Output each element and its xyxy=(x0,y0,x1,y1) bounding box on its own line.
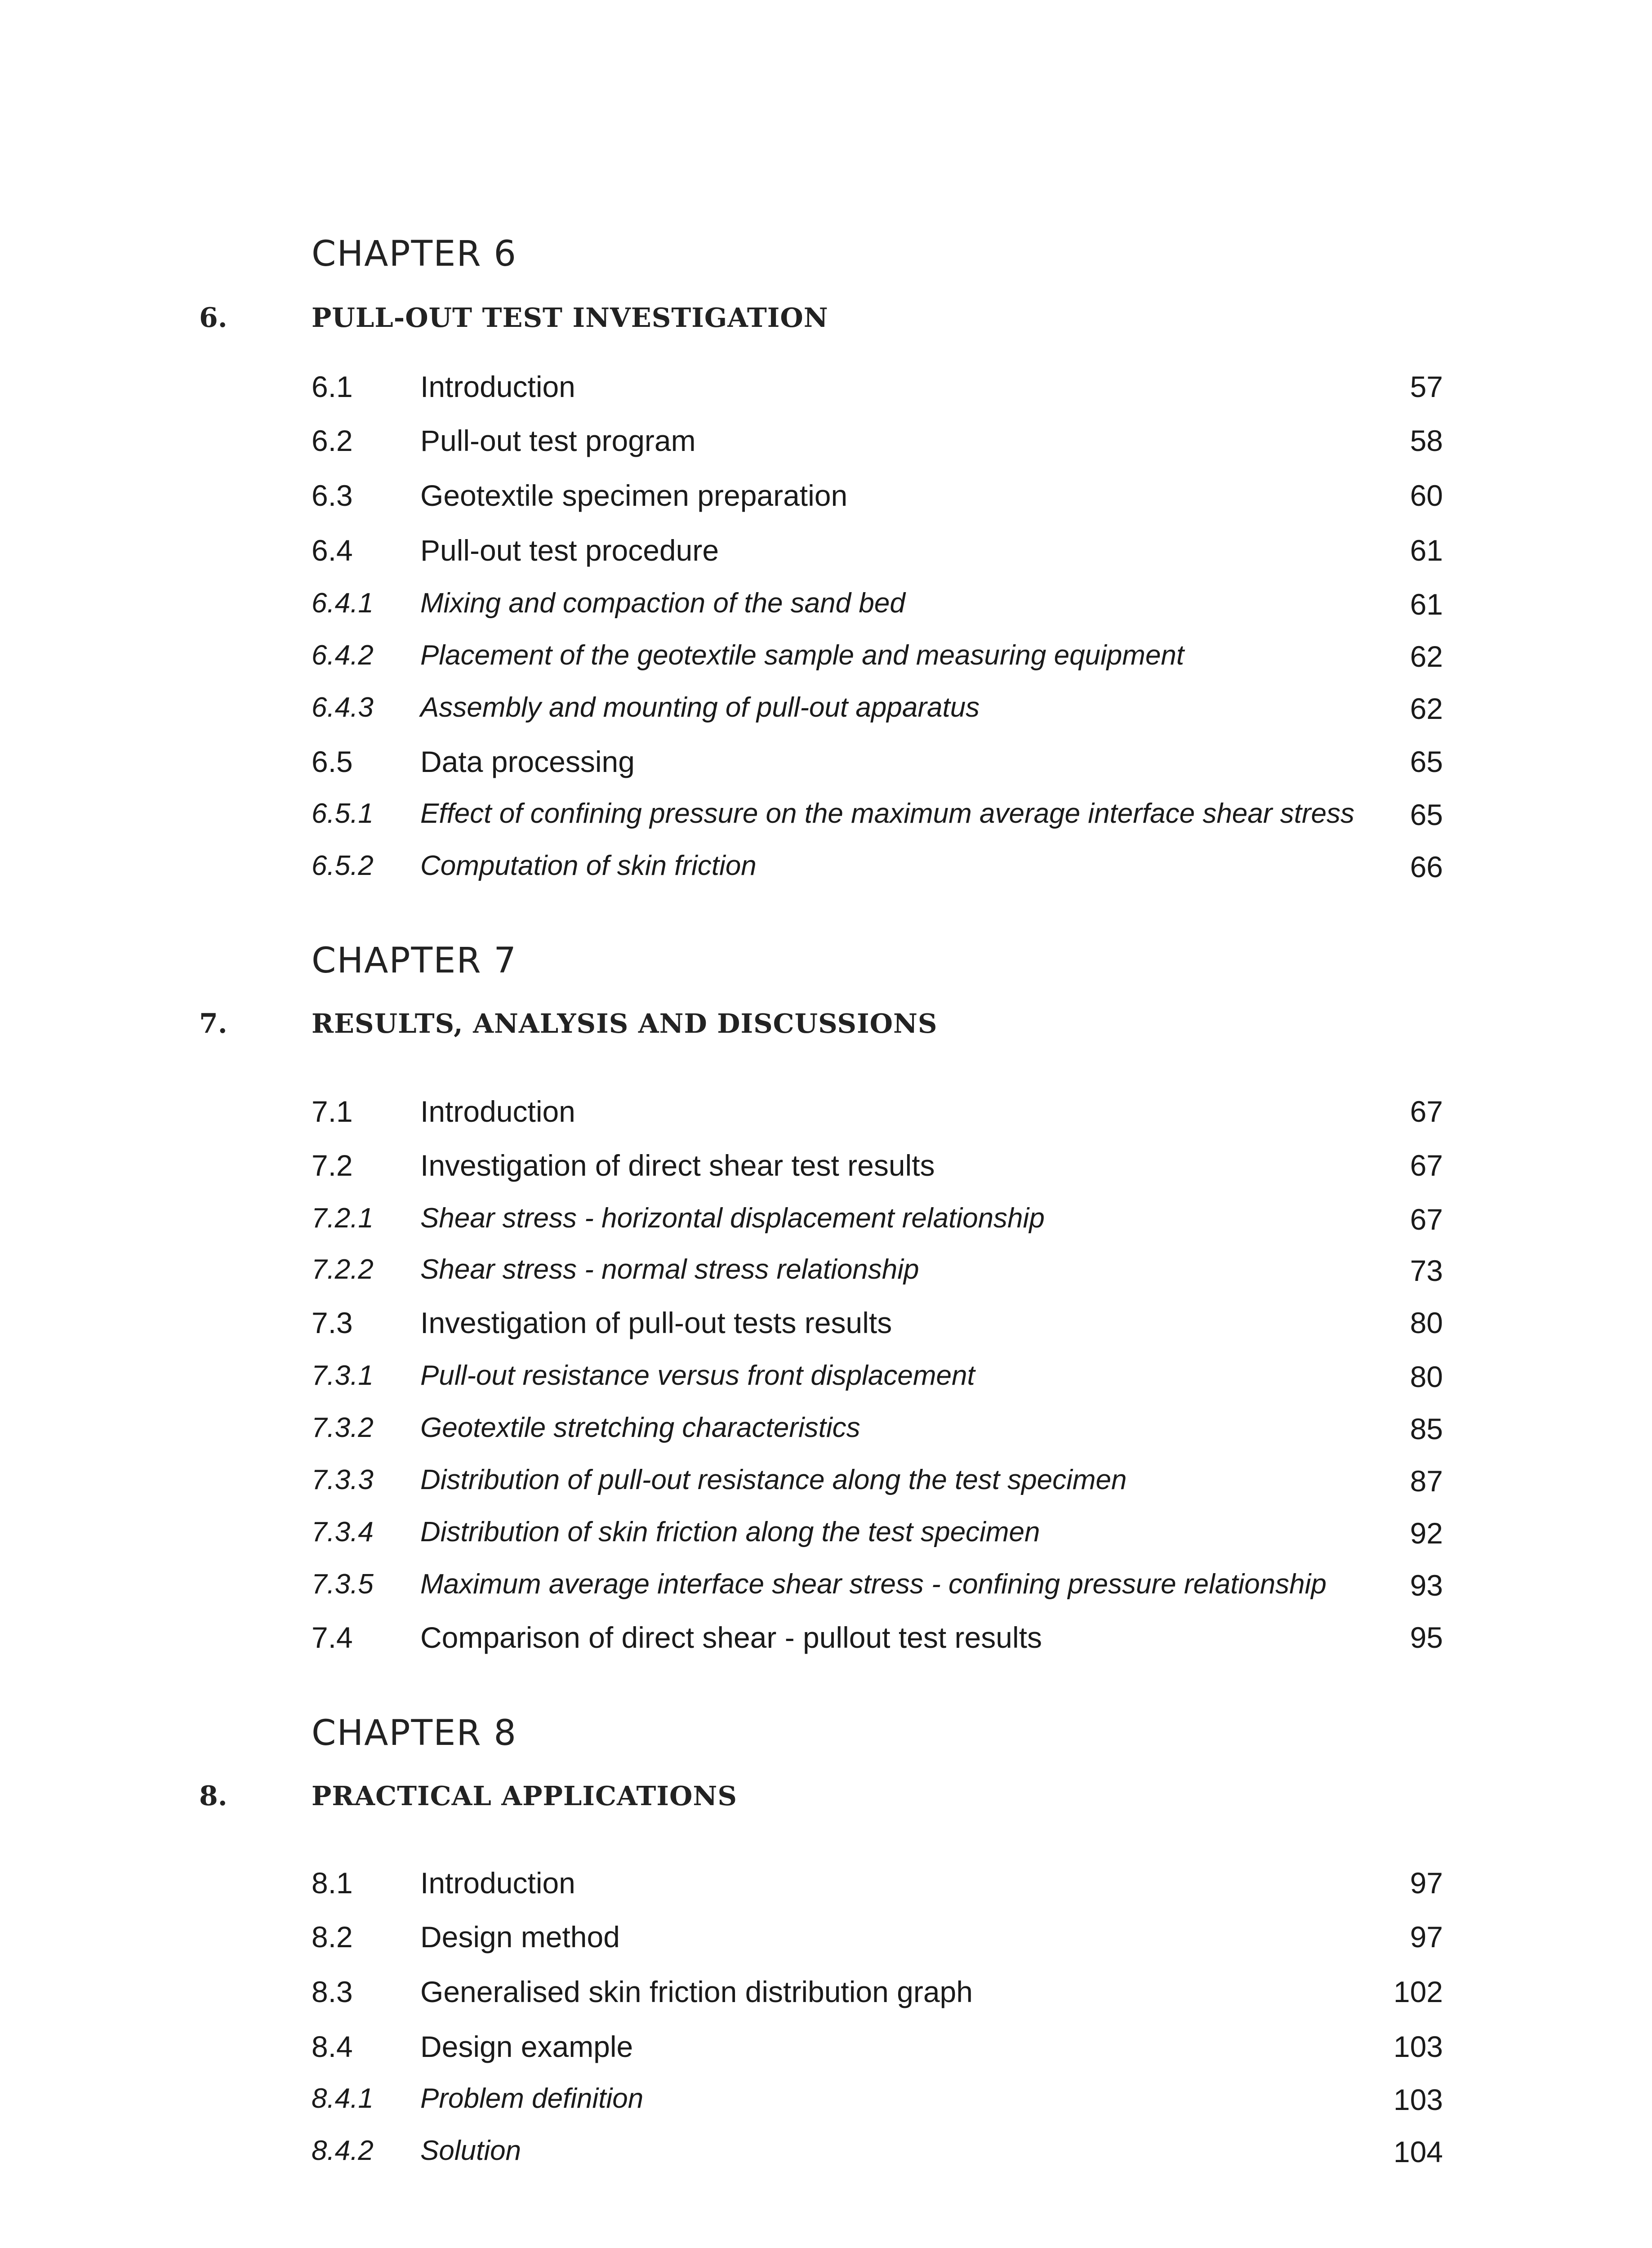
toc-entry-7-1 xyxy=(0,1094,1652,1139)
toc-entry-6-4 xyxy=(0,533,1652,578)
section-number: 8.1 xyxy=(312,1866,353,1900)
section-number: 6.1 xyxy=(312,370,353,403)
section-number: 8.4 xyxy=(312,2030,353,2063)
toc-entry-7-4 xyxy=(0,1620,1652,1665)
toc-entry-7-3 xyxy=(0,1306,1652,1351)
section-number: 7.2.1 xyxy=(312,1203,374,1234)
section-number: 8.4.1 xyxy=(312,2083,374,2114)
page-number: 67 xyxy=(1410,1203,1443,1236)
section-title: Data processing xyxy=(420,745,635,778)
page-number: 61 xyxy=(1410,534,1443,567)
page-number: 67 xyxy=(1410,1095,1443,1128)
chapter-7-number: 7. xyxy=(199,1008,227,1039)
section-title: Design example xyxy=(420,2030,633,2063)
page-number: 97 xyxy=(1410,1866,1443,1900)
toc-entry-8-4 xyxy=(0,2029,1652,2074)
section-number: 6.5.2 xyxy=(312,850,374,881)
chapter-6-number: 6. xyxy=(199,302,227,334)
page-number: 104 xyxy=(1393,2135,1443,2168)
chapter-6-label: CHAPTER 6 xyxy=(312,234,517,274)
page-number: 87 xyxy=(1410,1464,1443,1498)
page-number: 65 xyxy=(1410,745,1443,778)
toc-entry-8-2 xyxy=(0,1920,1652,1965)
section-number: 7.3.5 xyxy=(312,1569,374,1600)
toc-entry-6-1 xyxy=(0,370,1652,415)
page-number: 62 xyxy=(1410,692,1443,725)
chapter-8-label: CHAPTER 8 xyxy=(312,1713,517,1753)
toc-entry-7-2 xyxy=(0,1148,1652,1193)
section-number: 7.3.2 xyxy=(312,1412,374,1443)
toc-entry-7-3-3 xyxy=(0,1464,1652,1509)
toc-entry-6-3 xyxy=(0,478,1652,523)
toc-entry-6-4-2 xyxy=(0,639,1652,684)
page-number: 80 xyxy=(1410,1360,1443,1393)
section-title: Distribution of pull-out resistance along the test specimen xyxy=(420,1464,1127,1495)
section-title: Generalised skin friction distribution graph xyxy=(420,1975,973,2008)
toc-entry-8-4-2 xyxy=(0,2135,1652,2180)
section-title: Investigation of pull-out tests results xyxy=(420,1306,892,1339)
section-number: 7.2 xyxy=(312,1149,353,1182)
section-number: 8.3 xyxy=(312,1975,353,2008)
section-title: Computation of skin friction xyxy=(420,850,757,881)
section-title: Geotextile specimen preparation xyxy=(420,479,848,512)
section-title: Solution xyxy=(420,2135,521,2166)
page-number: 103 xyxy=(1393,2030,1443,2063)
section-number: 8.4.2 xyxy=(312,2135,374,2166)
section-title: Mixing and compaction of the sand bed xyxy=(420,588,905,619)
page-number: 58 xyxy=(1410,424,1443,457)
section-title: Geotextile stretching characteristics xyxy=(420,1412,860,1443)
toc-entry-6-5-2 xyxy=(0,850,1652,895)
page-number: 67 xyxy=(1410,1149,1443,1182)
chapter-6-title: PULL-OUT TEST INVESTIGATION xyxy=(312,302,828,333)
page-number: 97 xyxy=(1410,1920,1443,1954)
section-number: 6.3 xyxy=(312,479,353,512)
page-number: 102 xyxy=(1393,1975,1443,2008)
section-title: Pull-out resistance versus front displacement xyxy=(420,1360,975,1391)
page-number: 103 xyxy=(1393,2083,1443,2116)
section-title: Comparison of direct shear - pullout test results xyxy=(420,1621,1042,1654)
section-number: 7.2.2 xyxy=(312,1254,374,1285)
section-number: 6.4 xyxy=(312,534,353,567)
section-title: Shear stress - horizontal displacement relationship xyxy=(420,1203,1045,1234)
section-number: 6.2 xyxy=(312,424,353,457)
page-number: 57 xyxy=(1410,370,1443,403)
page-number: 80 xyxy=(1410,1306,1443,1339)
section-title: Pull-out test procedure xyxy=(420,534,719,567)
toc-entry-8-3 xyxy=(0,1975,1652,2020)
toc-entry-8-4-1 xyxy=(0,2083,1652,2128)
toc-entry-6-5-1 xyxy=(0,798,1652,843)
section-title: Pull-out test program xyxy=(420,424,696,457)
page-number: 93 xyxy=(1410,1569,1443,1602)
page-number: 95 xyxy=(1410,1621,1443,1654)
section-number: 6.4.2 xyxy=(312,640,374,671)
section-number: 7.3.4 xyxy=(312,1517,374,1548)
section-title: Introduction xyxy=(420,1095,575,1128)
page-number: 66 xyxy=(1410,850,1443,883)
page-number: 73 xyxy=(1410,1254,1443,1287)
section-title: Distribution of skin friction along the test specimen xyxy=(420,1517,1040,1548)
section-number: 6.4.3 xyxy=(312,692,374,723)
toc-entry-6-4-3 xyxy=(0,691,1652,736)
chapter-8-title: PRACTICAL APPLICATIONS xyxy=(312,1780,737,1811)
toc-entry-7-3-2 xyxy=(0,1412,1652,1457)
section-title: Introduction xyxy=(420,370,575,403)
toc-entry-6-2 xyxy=(0,424,1652,468)
section-number: 7.3 xyxy=(312,1306,353,1339)
toc-entry-8-1 xyxy=(0,1866,1652,1911)
toc-entry-7-2-2 xyxy=(0,1253,1652,1298)
toc-entry-6-5 xyxy=(0,745,1652,789)
toc-entry-7-2-1 xyxy=(0,1202,1652,1247)
section-number: 7.1 xyxy=(312,1095,353,1128)
section-title: Maximum average interface shear stress - confining pressure relationship xyxy=(420,1569,1327,1600)
section-number: 7.3.3 xyxy=(312,1464,374,1495)
chapter-8-number: 8. xyxy=(199,1780,227,1812)
page-number: 62 xyxy=(1410,640,1443,673)
toc-entry-7-3-5 xyxy=(0,1568,1652,1613)
toc-entry-7-3-4 xyxy=(0,1516,1652,1561)
section-title: Problem definition xyxy=(420,2083,644,2114)
page-number: 85 xyxy=(1410,1412,1443,1445)
section-title: Introduction xyxy=(420,1866,575,1900)
section-title: Shear stress - normal stress relationship xyxy=(420,1254,919,1285)
section-title: Investigation of direct shear test results xyxy=(420,1149,935,1182)
section-title: Assembly and mounting of pull-out apparatus xyxy=(420,692,980,723)
section-number: 8.2 xyxy=(312,1920,353,1954)
section-number: 7.4 xyxy=(312,1621,353,1654)
chapter-7-title: RESULTS, ANALYSIS AND DISCUSSIONS xyxy=(312,1008,938,1039)
section-title: Effect of confining pressure on the maximum average interface shear stress xyxy=(420,798,1354,829)
page-number: 60 xyxy=(1410,479,1443,512)
toc-entry-7-3-1 xyxy=(0,1360,1652,1405)
section-number: 6.5.1 xyxy=(312,798,374,829)
chapter-7-label: CHAPTER 7 xyxy=(312,941,517,981)
toc-entry-6-4-1 xyxy=(0,587,1652,632)
section-number: 6.5 xyxy=(312,745,353,778)
page-number: 65 xyxy=(1410,798,1443,831)
section-title: Placement of the geotextile sample and measuring equipment xyxy=(420,640,1184,671)
section-title: Design method xyxy=(420,1920,620,1954)
section-number: 6.4.1 xyxy=(312,588,374,619)
page-number: 92 xyxy=(1410,1517,1443,1550)
section-number: 7.3.1 xyxy=(312,1360,374,1391)
page-number: 61 xyxy=(1410,588,1443,621)
